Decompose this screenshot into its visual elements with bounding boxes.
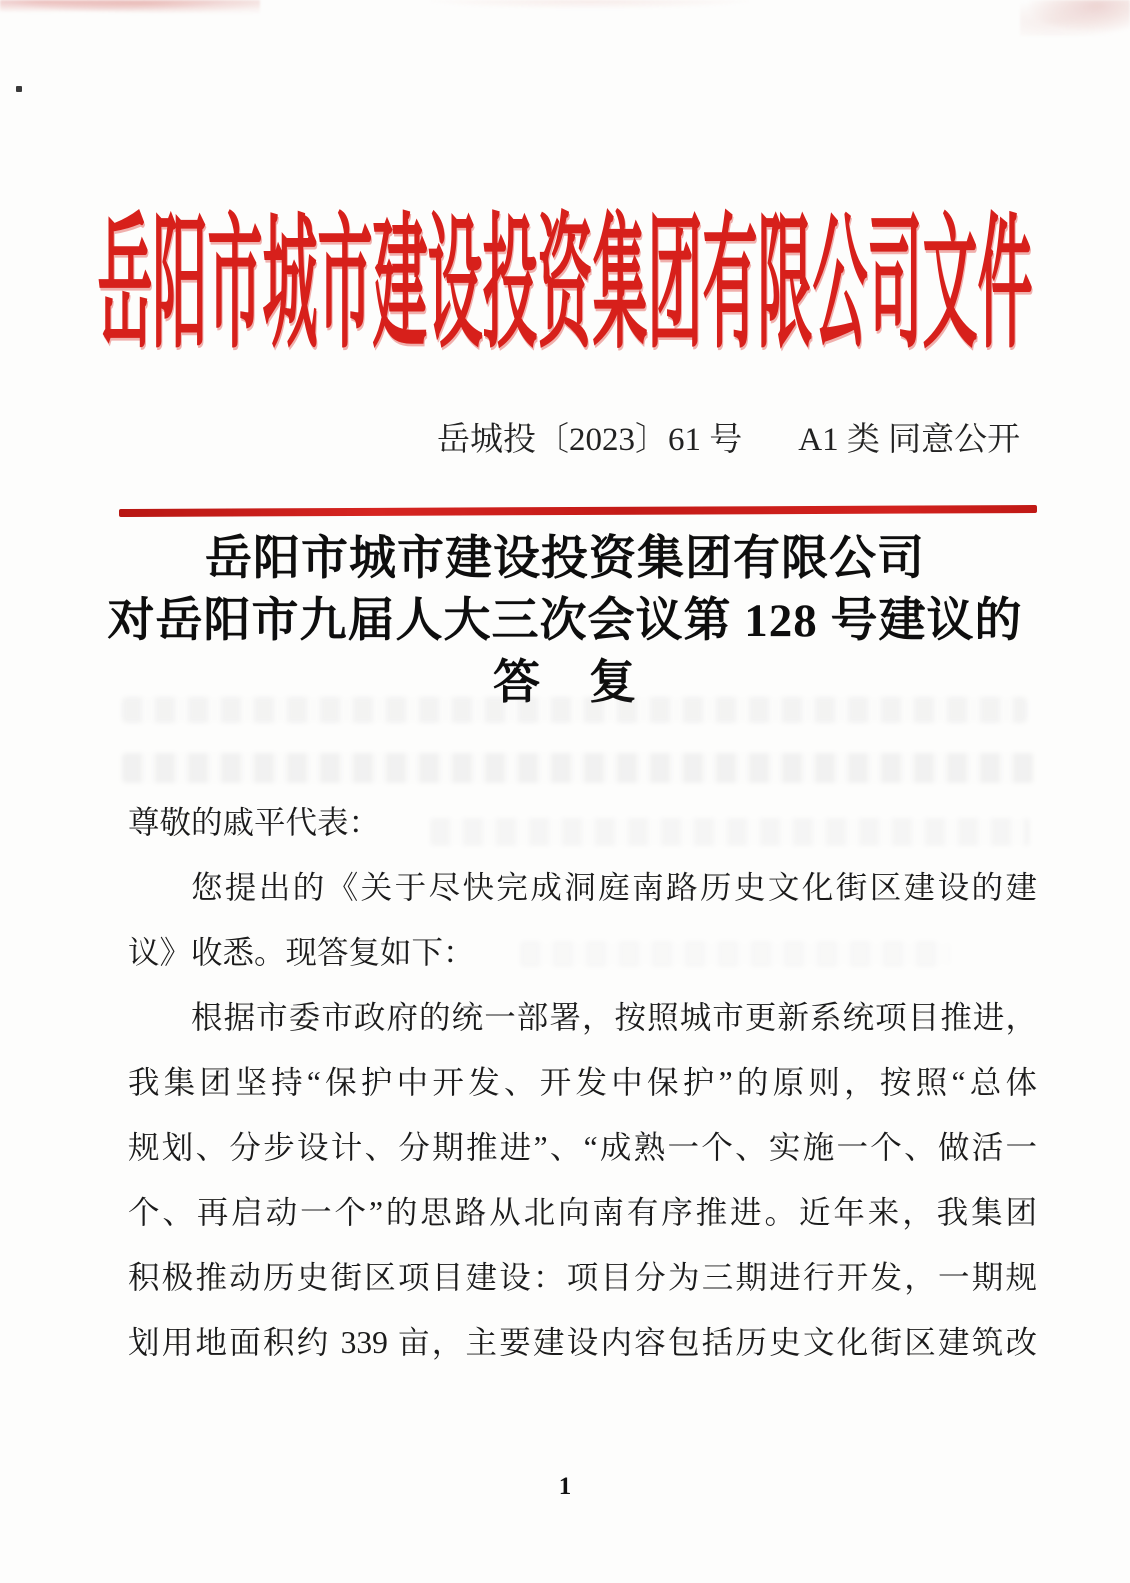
body-line: 积极推动历史街区项目建设：项目分为三期进行开发，一期规 bbox=[128, 1260, 1037, 1295]
document-title-line3: 答 复 bbox=[493, 657, 637, 709]
doc-number-row bbox=[437, 420, 1020, 460]
salutation-line: 尊敬的戚平代表： bbox=[128, 805, 381, 840]
body-line: 规划、分步设计、分期推进”、“成熟一个、实施一个、做活一 bbox=[128, 1130, 1037, 1165]
scan-smudge-artifact bbox=[0, 0, 260, 15]
document-title-line1: 岳阳市城市建设投资集团有限公司 bbox=[205, 533, 925, 585]
scan-smudge-artifact bbox=[1020, 0, 1130, 36]
body-line: 划用地面积约 339 亩，主要建设内容包括历史文化街区建筑改 bbox=[128, 1325, 1037, 1360]
bleedthrough-artifact bbox=[122, 753, 1034, 783]
letter-body bbox=[128, 790, 1037, 1375]
letterhead-banner: 岳阳市城市建设投资集团有限公司文件 bbox=[97, 204, 1033, 366]
bleedthrough-artifact bbox=[122, 697, 1027, 723]
scan-smudge-artifact bbox=[430, 0, 750, 9]
red-separator-line bbox=[119, 505, 1037, 517]
doc-number: 岳城投〔2023〕61 号 bbox=[437, 422, 743, 458]
body-line: 您提出的《关于尽快完成洞庭南路历史文化街区建设的建 bbox=[191, 870, 1037, 905]
body-line: 根据市委市政府的统一部署，按照城市更新系统项目推进， bbox=[191, 1000, 1037, 1035]
document-title-line2: 对岳阳市九届人大三次会议第 128 号建议的 bbox=[107, 595, 1023, 647]
body-line: 个、再启动一个”的思路从北向南有序推进。近年来，我集团 bbox=[128, 1195, 1037, 1230]
body-line: 我集团坚持“保护中开发、开发中保护”的原则，按照“总体 bbox=[128, 1065, 1037, 1100]
document-title bbox=[65, 528, 1065, 714]
page-number: 1 bbox=[558, 1473, 572, 1500]
doc-classification: A1 类 同意公开 bbox=[798, 422, 1021, 458]
ink-speck-artifact bbox=[16, 86, 22, 92]
body-line: 议》收悉。现答复如下： bbox=[128, 935, 475, 970]
